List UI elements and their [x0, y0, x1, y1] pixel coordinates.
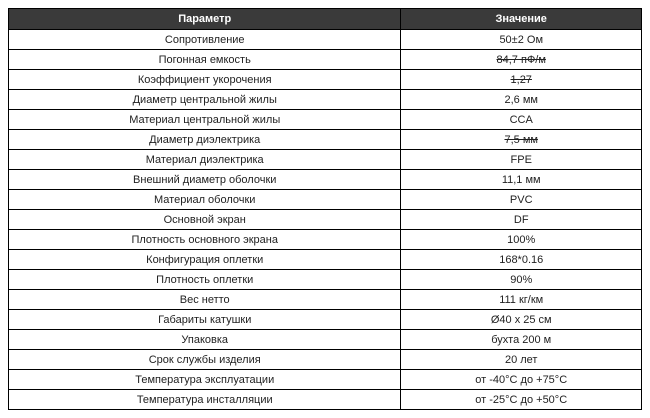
- column-header-parameter: Параметр: [9, 9, 401, 30]
- parameter-cell: Упаковка: [9, 330, 401, 350]
- table-row: [9, 70, 642, 90]
- table-row: [9, 330, 642, 350]
- value-cell: 1,27: [401, 70, 642, 90]
- value-cell: 90%: [401, 270, 642, 290]
- value-cell: 100%: [401, 230, 642, 250]
- value-cell: DF: [401, 210, 642, 230]
- table-row: [9, 130, 642, 150]
- value-cell: 50±2 Ом: [401, 30, 642, 50]
- column-header-value: Значение: [401, 9, 642, 30]
- value-cell: FPE: [401, 150, 642, 170]
- value-cell: 111 кг/км: [401, 290, 642, 310]
- parameter-cell: Вес нетто: [9, 290, 401, 310]
- parameter-cell: Габариты катушки: [9, 310, 401, 330]
- table-row: [9, 310, 642, 330]
- parameter-cell: Материал диэлектрика: [9, 150, 401, 170]
- value-cell: 7,5 мм: [401, 130, 642, 150]
- parameter-cell: Основной экран: [9, 210, 401, 230]
- parameter-cell: Конфигурация оплетки: [9, 250, 401, 270]
- table-row: [9, 190, 642, 210]
- parameter-cell: Материал оболочки: [9, 190, 401, 210]
- table-row: [9, 90, 642, 110]
- value-cell: 84,7 пФ/м: [401, 50, 642, 70]
- parameter-cell: Диаметр центральной жилы: [9, 90, 401, 110]
- parameter-cell: Диаметр диэлектрика: [9, 130, 401, 150]
- value-cell: от -25°C до +50°C: [401, 390, 642, 410]
- parameter-cell: Коэффициент укорочения: [9, 70, 401, 90]
- table-row: [9, 270, 642, 290]
- table-row: [9, 50, 642, 70]
- table-row: [9, 230, 642, 250]
- table-row: [9, 170, 642, 190]
- table-row: [9, 210, 642, 230]
- parameter-cell: Плотность оплетки: [9, 270, 401, 290]
- table-body: [9, 30, 642, 410]
- value-cell: 20 лет: [401, 350, 642, 370]
- value-cell: 11,1 мм: [401, 170, 642, 190]
- table-row: [9, 350, 642, 370]
- value-cell: 2,6 мм: [401, 90, 642, 110]
- parameter-cell: Температура инсталляции: [9, 390, 401, 410]
- table-row: [9, 30, 642, 50]
- table-row: [9, 390, 642, 410]
- parameter-cell: Температура эксплуатации: [9, 370, 401, 390]
- value-cell: Ø40 x 25 см: [401, 310, 642, 330]
- value-cell: 168*0.16: [401, 250, 642, 270]
- parameter-cell: Сопротивление: [9, 30, 401, 50]
- value-cell: от -40°C до +75°C: [401, 370, 642, 390]
- spec-table: [8, 8, 642, 410]
- parameter-cell: Погонная емкость: [9, 50, 401, 70]
- table-header-row: [9, 9, 642, 30]
- parameter-cell: Внешний диаметр оболочки: [9, 170, 401, 190]
- table-row: [9, 290, 642, 310]
- value-cell: PVC: [401, 190, 642, 210]
- table-row: [9, 110, 642, 130]
- table-row: [9, 370, 642, 390]
- parameter-cell: Срок службы изделия: [9, 350, 401, 370]
- value-cell: бухта 200 м: [401, 330, 642, 350]
- value-cell: CCA: [401, 110, 642, 130]
- parameter-cell: Плотность основного экрана: [9, 230, 401, 250]
- table-row: [9, 250, 642, 270]
- table-row: [9, 150, 642, 170]
- parameter-cell: Материал центральной жилы: [9, 110, 401, 130]
